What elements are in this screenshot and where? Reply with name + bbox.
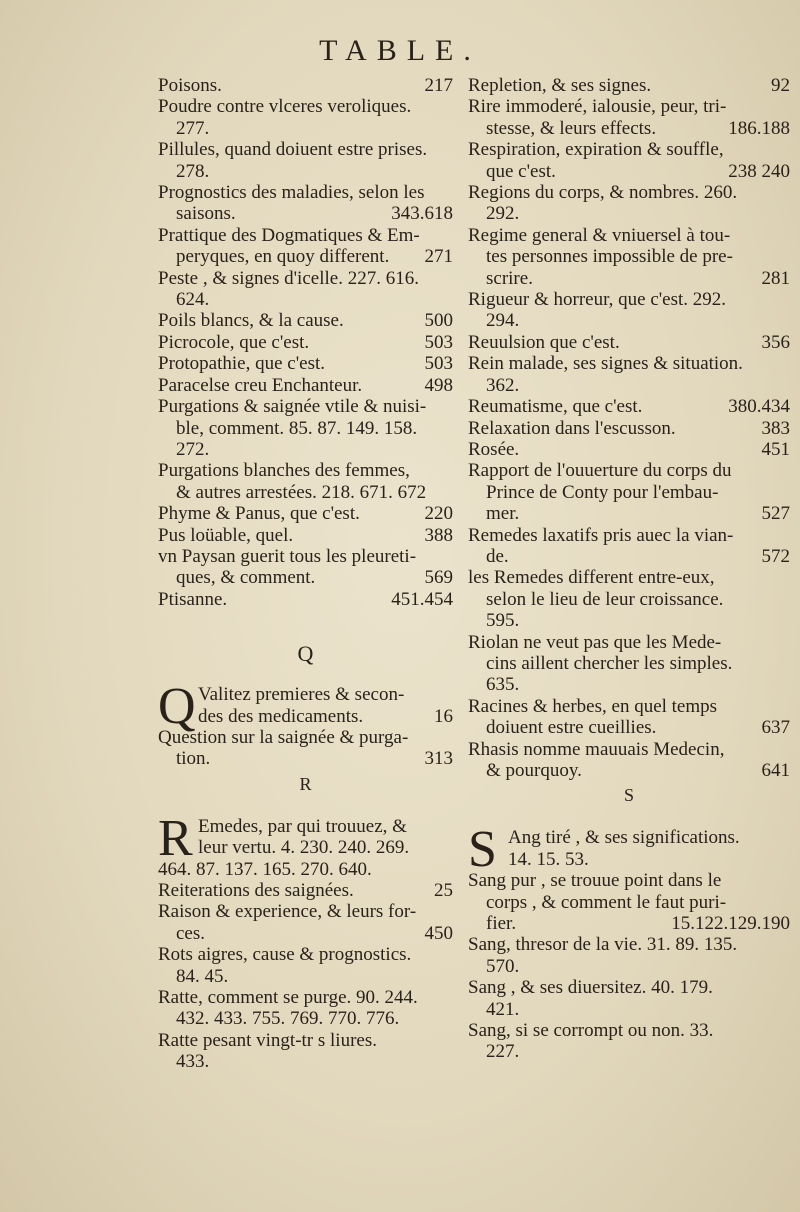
index-entry — [158, 139, 453, 182]
entry-line: Regime general & vniuersel à tou- — [468, 224, 731, 246]
entry-line: Prognostics des maladies, selon les — [158, 182, 425, 204]
page-reference: 25 — [434, 880, 453, 901]
entry-line: 292. — [486, 203, 520, 225]
section-letter-s: S — [623, 785, 634, 806]
entry-line: Poisons. 217 — [158, 75, 453, 96]
index-entry — [468, 396, 790, 417]
entry-line: leur vertu. 4. 230. 240. 269. — [198, 837, 410, 859]
entry-line: ques, & comment. 569 — [176, 567, 453, 589]
entry-line: 570. — [486, 955, 520, 977]
entry-line: & pourquoy. 641 — [486, 760, 790, 781]
entry-line: Ptisanne. 451.454 — [158, 588, 453, 610]
entry-line: & autres arrestées. 218. 671. 672 — [176, 481, 427, 503]
entry-line: 421. — [486, 998, 520, 1020]
entry-line: 595. — [486, 610, 520, 632]
left-column — [158, 75, 453, 1073]
page-reference: 637 — [761, 717, 790, 739]
page-reference: 92 — [771, 75, 790, 96]
index-entry — [468, 696, 790, 739]
entry-line: Picrocole, que c'est. 503 — [158, 331, 453, 353]
entry-line: vn Paysan guerit tous les pleureti- — [158, 545, 417, 567]
index-entry — [158, 225, 453, 268]
page-reference: 388 — [424, 524, 453, 546]
index-entry — [468, 418, 790, 439]
index-entry — [468, 75, 790, 96]
entry-line: les Remedes different entre-eux, — [468, 567, 715, 589]
index-entry — [468, 739, 790, 782]
entry-line: Protopathie, que c'est. 503 — [158, 353, 453, 375]
index-entry — [468, 353, 790, 396]
index-entry — [468, 96, 790, 139]
entries-r-continued — [468, 75, 790, 781]
page-reference: 238 240 — [728, 160, 790, 182]
entry-line: scrire. 281 — [486, 267, 790, 289]
page-reference: 383 — [761, 417, 790, 439]
entry-line: Reuulsion que c'est. 356 — [468, 331, 790, 353]
page-reference: 356 — [761, 331, 790, 353]
page-title: TABLE. — [319, 34, 481, 67]
index-entry — [468, 870, 790, 934]
index-entry — [158, 503, 453, 524]
entry-line: Riolan ne veut pas que les Mede- — [468, 631, 722, 653]
entry-line: Phyme & Panus, que c'est. 220 — [158, 503, 453, 525]
index-entry — [158, 268, 453, 311]
entry-line: corps , & comment le faut puri- — [486, 891, 727, 913]
entry-line: Prattique des Dogmatiques & Em- — [158, 224, 420, 246]
entry-line: des des medicaments. 16 — [198, 705, 453, 727]
entry-line: fier. 15.122.129.190 — [486, 913, 790, 935]
entry-line: ble, comment. 85. 87. 149. 158. — [176, 417, 418, 439]
entry-line: 294. — [486, 310, 520, 332]
entry-line: Sang, si se corrompt ou non. 33. — [468, 1020, 714, 1042]
entry-line: doiuent estre cueillies. 637 — [486, 717, 790, 739]
page-reference: 569 — [424, 567, 453, 589]
entry-line: Regions du corps, & nombres. 260. — [468, 182, 738, 204]
entry-line: Purgations blanches des femmes, — [158, 460, 410, 482]
index-entry — [158, 727, 453, 770]
entries-q — [158, 727, 453, 770]
right-column — [468, 75, 790, 1063]
index-entry — [158, 96, 453, 139]
drop-cap-initial: Q — [158, 678, 196, 736]
page-reference: 527 — [761, 503, 790, 525]
section-letter-r: R — [299, 773, 312, 794]
entry-line: 624. — [176, 289, 210, 311]
entry-line: Rigueur & horreur, que c'est. 292. — [468, 289, 727, 311]
page-reference: 450 — [424, 922, 453, 944]
index-entry — [468, 439, 790, 460]
page-reference: 503 — [424, 331, 453, 353]
entry-line: tion. 313 — [176, 748, 453, 770]
index-entry — [158, 944, 453, 987]
entry-line: 84. 45. — [176, 965, 229, 987]
index-entry — [158, 589, 453, 610]
index-entry — [468, 567, 790, 631]
entry-line: 278. — [176, 160, 210, 182]
entry-line: 433. — [176, 1051, 210, 1073]
entry-line: Rein malade, ses signes & situation. — [468, 353, 743, 375]
index-entry — [468, 460, 790, 524]
entry-line: tes personnes impossible de pre- — [486, 246, 733, 268]
entry-line: 277. — [176, 117, 210, 139]
entry-line: Relaxation dans l'escusson. 383 — [468, 417, 790, 439]
index-entry — [468, 289, 790, 332]
entries-s — [468, 870, 790, 1063]
entry-line: Poudre contre vlceres veroliques. — [158, 96, 412, 118]
index-entry — [158, 310, 453, 331]
index-entry — [468, 525, 790, 568]
index-entry — [158, 375, 453, 396]
index-entry — [158, 353, 453, 374]
entry-line: 227. — [486, 1041, 520, 1063]
drop-cap-initial: R — [158, 809, 193, 867]
index-entry — [158, 987, 453, 1030]
index-entry — [158, 525, 453, 546]
index-entry — [468, 332, 790, 353]
page-reference: 15.122.129.190 — [671, 913, 790, 935]
entry-line: 272. — [176, 438, 210, 460]
page-reference: 498 — [424, 374, 453, 396]
index-entry — [468, 977, 790, 1020]
entry-line: Rosée. 451 — [468, 438, 790, 460]
entry-line: 432. 433. 755. 769. 770. 776. — [176, 1008, 400, 1030]
index-entry — [158, 75, 453, 96]
drop-cap-entry-s — [468, 821, 790, 879]
entry-line: stesse, & leurs effects. 186.188 — [486, 117, 790, 139]
index-entry — [468, 632, 790, 696]
index-entry — [158, 546, 453, 589]
entry-line: cins aillent chercher les simples. — [486, 652, 733, 674]
page-reference: 380.434 — [728, 396, 790, 418]
entry-line: saisons. 343.618 — [176, 203, 453, 225]
index-entry — [158, 1030, 453, 1073]
page-reference: 500 — [424, 310, 453, 332]
entries-r — [158, 880, 453, 1073]
entry-line: Rots aigres, cause & prognostics. — [158, 944, 412, 966]
page-reference: 217 — [424, 75, 453, 96]
entry-line: Question sur la saignée & purga- — [158, 726, 409, 748]
index-entry — [158, 332, 453, 353]
entry-line: Repletion, & ses signes. 92 — [468, 75, 790, 96]
entry-line: Rire immoderé, ialousie, peur, tri- — [468, 96, 727, 118]
entry-line: Paracelse creu Enchanteur. 498 — [158, 374, 453, 396]
page-reference: 451.454 — [391, 588, 453, 610]
index-entry — [468, 139, 790, 182]
page-reference: 451 — [761, 438, 790, 460]
entry-line: Rhasis nomme mauuais Medecin, — [468, 738, 725, 760]
page-reference: 220 — [424, 503, 453, 525]
page-reference: 503 — [424, 353, 453, 375]
index-entry — [158, 880, 453, 901]
entry-line: Ratte, comment se purge. 90. 244. — [158, 987, 418, 1009]
index-entry — [158, 182, 453, 225]
entry-line: Pillules, quand doiuent estre prises. — [158, 139, 428, 161]
page-reference: 343.618 — [391, 203, 453, 225]
page-reference: 572 — [761, 545, 790, 567]
entry-line: Ang tiré , & ses significations. — [508, 827, 740, 849]
entry-line: de. 572 — [486, 545, 790, 567]
drop-cap-entry-r — [158, 809, 453, 880]
entry-line: Remedes laxatifs pris auec la vian- — [468, 524, 734, 546]
entry-line: que c'est. 238 240 — [486, 160, 790, 182]
entry-line: Valitez premieres & secon- — [198, 684, 405, 706]
entry-line: selon le lieu de leur croissance. — [486, 588, 724, 610]
index-entry — [468, 1020, 790, 1063]
section-letter-q: Q — [297, 641, 314, 667]
entry-line: mer. 527 — [486, 503, 790, 525]
page-reference: 271 — [424, 246, 453, 268]
entry-line: Raison & experience, & leurs for- — [158, 901, 417, 923]
entry-line: Purgations & saignée vtile & nuisi- — [158, 396, 427, 418]
index-entry — [468, 225, 790, 289]
entry-line: Reiterations des saignées. 25 — [158, 880, 453, 901]
entry-line: peryques, en quoy different. 271 — [176, 246, 453, 268]
entry-line: Racines & herbes, en quel temps — [468, 695, 718, 717]
page-reference: 641 — [761, 760, 790, 781]
entry-line: Ratte pesant vingt-tr s liures. — [158, 1029, 377, 1051]
page-reference: 186.188 — [728, 117, 790, 139]
entries-p — [158, 75, 453, 610]
entry-line: Poils blancs, & la cause. 500 — [158, 310, 453, 332]
entry-line: Sang, thresor de la vie. 31. 89. 135. — [468, 934, 738, 956]
entry-line: 464. 87. 137. 165. 270. 640. — [158, 858, 372, 880]
page-reference: 313 — [424, 748, 453, 770]
entry-line: Rapport de l'ouuerture du corps du — [468, 460, 732, 482]
entry-line: ces. 450 — [176, 922, 453, 944]
index-entry — [468, 934, 790, 977]
page-reference: 16 — [434, 705, 453, 727]
index-entry — [158, 460, 453, 503]
index-entry — [158, 901, 453, 944]
entry-line: Pus loüable, quel. 388 — [158, 524, 453, 546]
entry-line: Peste , & signes d'icelle. 227. 616. — [158, 267, 419, 289]
index-entry — [468, 182, 790, 225]
entry-line: Sang pur , se trouue point dans le — [468, 870, 722, 892]
drop-cap-initial: S — [468, 821, 497, 879]
entry-line: Emedes, par qui trouuez, & — [198, 815, 407, 837]
page-reference: 281 — [761, 267, 790, 289]
entry-line: Reumatisme, que c'est. 380.434 — [468, 396, 790, 418]
entry-line: 635. — [486, 674, 520, 696]
entry-line: 14. 15. 53. — [508, 848, 589, 870]
entry-line: Sang , & ses diuersitez. 40. 179. — [468, 977, 713, 999]
entry-line: Respiration, expiration & souffle, — [468, 139, 724, 161]
index-entry — [158, 396, 453, 460]
entry-line: Prince de Conty pour l'embau- — [486, 481, 719, 503]
drop-cap-entry-q — [158, 678, 453, 736]
entry-line: 362. — [486, 374, 520, 396]
